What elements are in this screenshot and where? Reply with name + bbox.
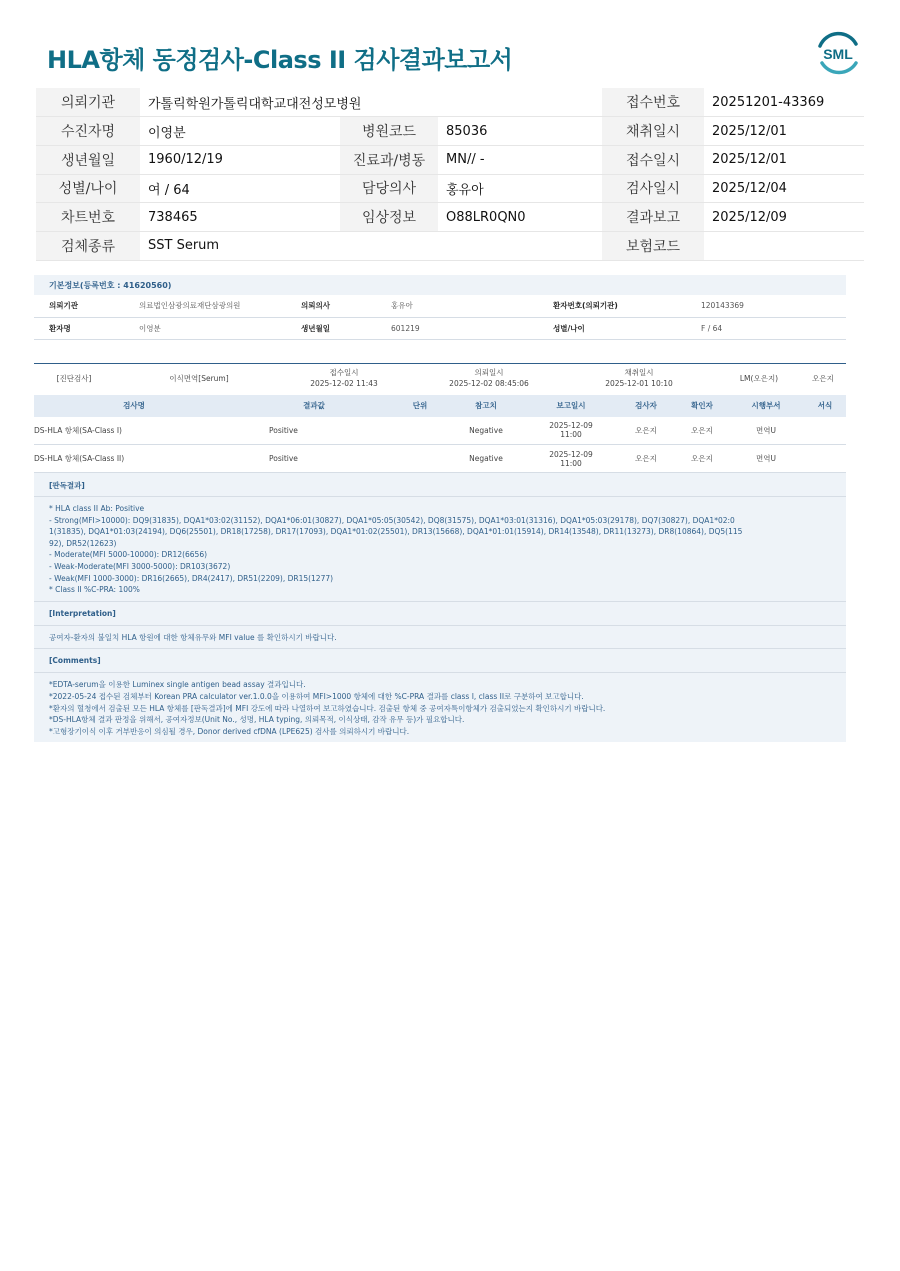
collection-label: 채취일시	[624, 367, 654, 377]
basic-value: 120143369	[686, 295, 846, 317]
interpretation-line: 92), DR52(12623)	[49, 538, 117, 548]
basic-info-title: 기본정보(등록번호 : 41620560)	[49, 281, 172, 290]
info-value: 이영분	[140, 117, 340, 146]
report-date: 2025-12-09	[549, 449, 593, 459]
lm-person: LM(오은지)	[739, 373, 779, 383]
basic-info-table	[34, 295, 846, 340]
receipt-datetime: 2025-12-02 11:43	[310, 378, 378, 388]
info-value: SST Serum	[140, 231, 340, 260]
info-label: 담당의사	[340, 174, 438, 203]
info-label	[340, 231, 438, 260]
interpretation2-title: [Interpretation]	[34, 602, 846, 626]
request-person: 오은지	[812, 373, 834, 383]
result-row	[34, 417, 846, 445]
info-label: 보험코드	[602, 231, 704, 260]
info-label: 검체종류	[36, 231, 140, 260]
logo-text: SML	[823, 46, 853, 62]
request-label: 의뢰일시	[474, 367, 504, 377]
lab-report-panel	[34, 275, 846, 742]
result-header: 결과값	[234, 395, 394, 417]
result-report-date	[526, 445, 616, 473]
info-label: 진료과/병동	[340, 145, 438, 174]
result-header: 단위	[394, 395, 446, 417]
request-dept: 이식면역[Serum]	[169, 373, 229, 383]
interpretation-line: 1(31835), DQA1*01:03(24194), DQ6(25501), DR18(17258), DR17(17093), DQA1*01:02(25501), DR13(15668), DQA1*01:01(15914), DR14(13548), DR11(13273), DR8(10864), DQ5(115	[49, 527, 743, 537]
result-form	[804, 445, 846, 473]
result-header: 보고일시	[526, 395, 616, 417]
info-row	[36, 117, 864, 146]
info-label: 결과보고	[602, 203, 704, 232]
comments-text	[34, 673, 846, 742]
result-tester: 오은지	[616, 417, 676, 445]
interpretation2-line: 공여자-환자의 불일치 HLA 항원에 대한 항체유무와 MFI value 를 확인하시기 바랍니다.	[49, 632, 337, 642]
info-value: 2025/12/04	[704, 174, 864, 203]
basic-row	[34, 317, 846, 339]
request-type: [진단검사]	[56, 373, 92, 383]
info-label: 성별/나이	[36, 174, 140, 203]
basic-value: F / 64	[686, 317, 846, 339]
info-row	[36, 88, 864, 117]
collection-datetime: 2025-12-01 10:10	[605, 378, 673, 388]
info-value: 2025/12/09	[704, 203, 864, 232]
info-label: 차트번호	[36, 203, 140, 232]
result-table	[34, 395, 846, 474]
info-value: 여 / 64	[140, 174, 340, 203]
result-tester: 오은지	[616, 445, 676, 473]
report-date: 2025-12-09	[549, 421, 593, 431]
request-datetime: 2025-12-02 08:45:06	[449, 378, 529, 388]
blank-row	[34, 340, 846, 364]
info-label: 병원코드	[340, 117, 438, 146]
info-label: 수진자명	[36, 117, 140, 146]
info-label: 접수번호	[602, 88, 704, 117]
info-label: 검사일시	[602, 174, 704, 203]
info-value: 2025/12/01	[704, 117, 864, 146]
comments-title: [Comments]	[34, 649, 846, 673]
basic-value: 의료법인삼광의료재단삼광의원	[124, 295, 286, 317]
result-name: DS-HLA 항체(SA-Class I)	[34, 417, 234, 445]
interpretation-line: * Class II %C-PRA: 100%	[49, 585, 140, 595]
basic-row	[34, 295, 846, 317]
result-checker: 오은지	[676, 445, 728, 473]
result-checker: 오은지	[676, 417, 728, 445]
info-value: MN// -	[438, 145, 602, 174]
basic-value: 홍유아	[376, 295, 538, 317]
result-form	[804, 417, 846, 445]
interpretation2-text	[34, 626, 846, 650]
info-value: O88LR0QN0	[438, 203, 602, 232]
result-header: 참고치	[446, 395, 526, 417]
result-unit	[394, 445, 446, 473]
comment-line: *환자의 혈청에서 검출된 모든 HLA 항체를 [판독결과]에 MFI 강도에 따라 나열하여 보고하였습니다. 검출된 항체 중 공여자특이항체가 검출되었는지 확인하시기 바랍니다.	[49, 703, 606, 713]
info-label: 생년월일	[36, 145, 140, 174]
info-value: 가톨릭학원가톨릭대학교대전성모병원	[140, 88, 602, 117]
patient-info-table	[36, 88, 864, 261]
result-ref: Negative	[446, 417, 526, 445]
info-value: 1960/12/19	[140, 145, 340, 174]
comment-line: *DS-HLA항체 결과 판정을 위해서, 공여자정보(Unit No., 성명, HLA typing, 의뢰목적, 이식상태, 감작 유무 등)가 필요합니다.	[49, 715, 465, 725]
result-header: 확인자	[676, 395, 728, 417]
interpretation-title: [판독결과]	[34, 473, 846, 497]
request-row	[34, 364, 846, 395]
basic-value: 이영분	[124, 317, 286, 339]
basic-key: 환자명	[34, 317, 124, 339]
result-value: Positive	[234, 417, 394, 445]
info-row	[36, 203, 864, 232]
basic-key: 성별/나이	[538, 317, 686, 339]
basic-value: 601219	[376, 317, 538, 339]
interpretation-text	[34, 497, 846, 602]
sml-logo	[814, 30, 862, 76]
info-value: 738465	[140, 203, 340, 232]
basic-key: 의뢰의사	[286, 295, 376, 317]
basic-key: 생년월일	[286, 317, 376, 339]
comment-line: *EDTA-serum을 이용한 Luminex single antigen bead assay 결과입니다.	[49, 680, 306, 690]
result-dept: 면역U	[728, 445, 804, 473]
info-row	[36, 174, 864, 203]
info-value: 홍유아	[438, 174, 602, 203]
info-label: 임상정보	[340, 203, 438, 232]
info-value	[704, 231, 864, 260]
info-row	[36, 231, 864, 260]
info-value: 20251201-43369	[704, 88, 864, 117]
result-dept: 면역U	[728, 417, 804, 445]
result-header: 시행부서	[728, 395, 804, 417]
interpretation-line: - Moderate(MFI 5000-10000): DR12(6656)	[49, 550, 208, 560]
info-label: 의뢰기관	[36, 88, 140, 117]
result-value: Positive	[234, 445, 394, 473]
basic-key: 의뢰기관	[34, 295, 124, 317]
result-report-date	[526, 417, 616, 445]
info-value: 85036	[438, 117, 602, 146]
info-value: 2025/12/01	[704, 145, 864, 174]
info-label: 채취일시	[602, 117, 704, 146]
interpretation-line: * HLA class II Ab: Positive	[49, 504, 145, 513]
result-header: 검사명	[34, 395, 234, 417]
interpretation-line: - Weak(MFI 1000-3000): DR16(2665), DR4(2417), DR51(2209), DR15(1277)	[49, 573, 334, 583]
result-name: DS-HLA 항체(SA-Class II)	[34, 445, 234, 473]
report-title: HLA항체 동정검사-Class II 검사결과보고서	[47, 46, 513, 74]
comment-line: *고형장기이식 이후 거부반응이 의심될 경우, Donor derived cfDNA (LPE625) 검사를 의뢰하시기 바랍니다.	[49, 726, 410, 736]
interpretation-line: - Strong(MFI>10000): DQ9(31835), DQA1*03:02(31152), DQA1*06:01(30827), DQA1*05:05(30542), DQ8(31575), DQA1*03:01(31316), DQA1*05:03(29178), DQ7(30827), DQA1*02:0	[49, 515, 735, 525]
result-header: 서식	[804, 395, 846, 417]
report-time: 11:00	[560, 458, 582, 468]
result-row	[34, 445, 846, 473]
report-time: 11:00	[560, 430, 582, 440]
info-label: 접수일시	[602, 145, 704, 174]
comment-line: *2022-05-24 접수된 검체부터 Korean PRA calculator ver.1.0.0을 이용하여 MFI>1000 항체에 대한 %C-PRA 결과를 class I, class II로 구분하여 보고합니다.	[49, 691, 584, 701]
basic-key: 환자번호(의뢰기관)	[538, 295, 686, 317]
result-ref: Negative	[446, 445, 526, 473]
info-value	[438, 231, 602, 260]
result-unit	[394, 417, 446, 445]
receipt-label: 접수일시	[329, 367, 359, 377]
result-header: 검사자	[616, 395, 676, 417]
info-row	[36, 145, 864, 174]
interpretation-line: - Weak-Moderate(MFI 3000-5000): DR103(3672)	[49, 561, 231, 571]
